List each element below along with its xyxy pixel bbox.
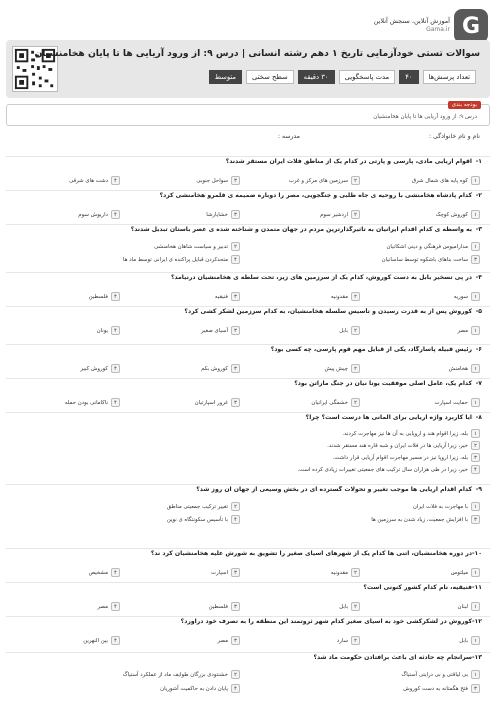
- option[interactable]: [206, 210, 240, 219]
- option-label: خشمگی ایرانیان: [311, 400, 348, 406]
- question-stem: به واسطه ی کدام اقدام ایرانیان به تاثیرگذارترین مردم در جهان متمدن و شناخته شده ی عصر باستان تبدیل شدند؟: [130, 226, 472, 233]
- option[interactable]: [78, 210, 120, 219]
- option[interactable]: [65, 398, 120, 407]
- option-number: ۲: [351, 602, 360, 611]
- option-number: ۳: [231, 602, 240, 611]
- question-stem: در دوره هخامنشیان، اتنی ها کدام یک از شهرهای آسیای صغیر را تشویق به شورش علیه هخامنشیان کرد ند؟: [150, 550, 472, 557]
- option[interactable]: [371, 515, 480, 524]
- option-number: ۳: [231, 326, 240, 335]
- option-number: ۱: [471, 176, 480, 185]
- option-label: دشت های شرقی: [69, 178, 108, 184]
- option-label: بابل: [339, 604, 348, 610]
- question-12: [6, 616, 490, 648]
- option[interactable]: [434, 398, 480, 407]
- option-number: ۱: [471, 429, 480, 438]
- option[interactable]: [217, 636, 240, 645]
- option-number: ۲: [231, 502, 240, 511]
- question-number: ۱-: [475, 158, 482, 165]
- option[interactable]: [201, 326, 240, 335]
- option-number: ۴: [111, 326, 120, 335]
- option-number: ۳: [231, 364, 240, 373]
- meta-count-value: ۴۰: [399, 70, 418, 84]
- question-number: ۱۲-: [472, 618, 482, 625]
- option-label: میلتوس: [450, 570, 468, 576]
- option-label: اسپارت: [211, 570, 228, 576]
- option-label: ساخت بناهای باشکوه توسط ساسانیان: [381, 257, 468, 263]
- question-stem: آیا کاربرد واژه آریایی برای آلمانی ها درست است؟ چرا؟: [305, 414, 472, 421]
- option-label: سرزمین های مرکز و غرب: [288, 178, 348, 184]
- question-text: [6, 486, 482, 498]
- question-stem: در پی تسخیر بابل به دست کوروش، کدام یک از سرزمین های زیر، تحت سلطه ی هخامنشیان درنیامد؟: [170, 274, 472, 281]
- brand-text: [374, 17, 450, 35]
- option-label: خشایارشا: [206, 212, 228, 218]
- option-label: بی لیاقتی و بی درایتی آستیاگ: [401, 672, 468, 678]
- option[interactable]: [89, 568, 120, 577]
- option-number: ۳: [231, 398, 240, 407]
- option[interactable]: [97, 602, 120, 611]
- option-number: ۱: [471, 242, 480, 251]
- question-number: ۳-: [475, 226, 482, 233]
- option-label: پایان دادن به حاکمیت آشوریان: [160, 686, 228, 692]
- question-text: [6, 192, 482, 204]
- question-4: [6, 272, 490, 304]
- question-number: ۶-: [475, 346, 482, 353]
- option-number: ۴: [111, 176, 120, 185]
- option[interactable]: [320, 210, 360, 219]
- option-label: تغییر ترکیب جمعیتی مناطق: [166, 504, 228, 510]
- option-number: ۳: [471, 255, 480, 264]
- option-number: ۱: [471, 364, 480, 373]
- student-name-label: نام و نام خانوادگی :: [428, 133, 480, 140]
- option-label: اردشیر سوم: [320, 212, 348, 218]
- option-label: هخامنش: [448, 366, 468, 372]
- option-label: لبنان: [457, 604, 468, 610]
- option-label: مدارامیوس فرهنگی و دینی اشکانیان: [386, 244, 468, 250]
- option-number: ۴: [231, 255, 240, 264]
- option-label: آسیای صغیر: [201, 328, 228, 334]
- option[interactable]: [449, 364, 480, 373]
- option-number: ۳: [231, 176, 240, 185]
- option-label: کوروش کوچک: [435, 212, 468, 218]
- option[interactable]: [69, 176, 120, 185]
- question-number: ۴-: [475, 274, 482, 281]
- option-number: ۳: [471, 515, 480, 524]
- option-label: فلسطین: [208, 604, 228, 610]
- option-number: ۲: [471, 441, 480, 450]
- meta-difficulty-label: سطح سختی: [246, 70, 294, 84]
- option-label: کوروش بکم: [201, 366, 228, 372]
- option[interactable]: [337, 636, 360, 645]
- option[interactable]: [454, 292, 480, 301]
- option[interactable]: [331, 568, 360, 577]
- option-label: مصر: [457, 328, 468, 334]
- lesson-box: [6, 104, 490, 126]
- option[interactable]: [436, 210, 480, 219]
- option-number: ۲: [351, 636, 360, 645]
- option[interactable]: [331, 292, 360, 301]
- option[interactable]: [195, 398, 240, 407]
- question-stem: سرانجام چه حادثه ای باعث برافتادن حکومت ماد شد؟: [313, 654, 472, 661]
- option[interactable]: [458, 602, 481, 611]
- option-number: ۳: [231, 636, 240, 645]
- option-label: خیر، زیرا در طی هزاران سال ترکیب های جمعیتی تغییرات زیادی کرده است.: [297, 467, 468, 473]
- option-label: حمایت اسپارت: [434, 400, 468, 406]
- question-list: [6, 150, 490, 702]
- option[interactable]: [412, 176, 480, 185]
- question-text: [6, 158, 482, 170]
- option-label: سارد: [336, 638, 348, 644]
- lesson-text: درس ۹: از ورود آریایی ها تا پایان هخامنشیان: [373, 114, 477, 120]
- exam-title: سوالات تستی خودآزمایی تاریخ ۱ دهم رشته انسانی | درس ۹: از ورود آریایی ها تا پایان هخامنشیان: [34, 48, 480, 59]
- question-text: [6, 550, 482, 562]
- option[interactable]: [311, 398, 360, 407]
- question-7: [6, 378, 490, 410]
- option-label: مشخیص: [88, 570, 108, 576]
- option-label: تدبیر و سیاست شاهان هخامنشی: [154, 244, 228, 250]
- question-number: ۱۱-: [472, 584, 482, 591]
- option-number: ۲: [351, 292, 360, 301]
- option-label: خیر، زیرا آریایی ها در فلات ایران و شبه قاره هند مستقر شدند.: [327, 443, 468, 449]
- option[interactable]: [211, 568, 240, 577]
- option[interactable]: [201, 364, 240, 373]
- option-label: بله، زیرا اروپا نیز در مسیر مهاجرت اقوام آریایی قرار داشت.: [332, 455, 468, 461]
- option-number: ۱: [471, 398, 480, 407]
- option-label: چیش پیش: [324, 366, 348, 372]
- option-label: با افزایش جمعیت، زیاد شدن به سرزمین ها: [371, 517, 468, 523]
- question-8: [6, 412, 490, 478]
- meta-duration-value: ۳۰ دقیقه: [298, 70, 335, 84]
- option-label: بله، زیرا اقوام هند و اروپایی به آن ها نیز مهاجرت کردند.: [342, 431, 468, 437]
- option-number: ۴: [231, 684, 240, 693]
- option-label: کوه پایه های شمال شرق: [411, 178, 468, 184]
- option[interactable]: [97, 326, 120, 335]
- question-text: [6, 584, 482, 596]
- lesson-tag: بودجه بندی: [448, 101, 481, 109]
- option-label: فتح هگمتانه به دست کوروش: [403, 686, 468, 692]
- option-label: بابل: [459, 638, 468, 644]
- question-text: [6, 380, 482, 392]
- option-number: ۲: [351, 326, 360, 335]
- option[interactable]: [123, 255, 240, 264]
- option-label: متحدکردن قبایل پراکنده ی ایرانی توسط ماد ها: [123, 257, 228, 263]
- question-9: [6, 484, 490, 528]
- option-label: داریوش سوم: [78, 212, 108, 218]
- question-stem: فنیقیه، نام کدام کشور کنونی است؟: [363, 584, 472, 591]
- question-stem: کدام یک، عامل اصلی موفقیت یونا نیان در جنگ ماراتن بود؟: [294, 380, 472, 387]
- option-label: با مهاجرت به فلات ایران: [412, 504, 468, 510]
- option[interactable]: [324, 364, 360, 373]
- option-label: مقدونیه: [330, 294, 348, 300]
- option[interactable]: [215, 292, 240, 301]
- exam-header: [6, 40, 490, 98]
- option-number: ۴: [111, 364, 120, 373]
- option[interactable]: [342, 429, 480, 438]
- question-10: [6, 548, 490, 580]
- option-number: ۴: [111, 210, 120, 219]
- option[interactable]: [459, 636, 480, 645]
- question-stem: کوروش پس از به قدرت رسیدن و تأسیس سلسله هخامنشیان، به کدام سرزمین لشکر کشی کرد؟: [184, 308, 472, 315]
- exam-meta: [209, 70, 476, 84]
- question-stem: رئیس قبیله پاسارگاد، یکی از قبایل مهم قوم پارسی، چه کسی بود؟: [270, 346, 472, 353]
- question-text: [6, 274, 482, 286]
- option-number: ۴: [111, 398, 120, 407]
- option-number: ۴: [111, 602, 120, 611]
- option-number: ۲: [351, 568, 360, 577]
- question-2: [6, 190, 490, 222]
- option-label: سواحل جنوبی: [196, 178, 228, 184]
- option[interactable]: [327, 441, 480, 450]
- question-number: ۱۰-: [472, 550, 482, 557]
- option[interactable]: [89, 292, 120, 301]
- option-label: مقدونیه: [330, 570, 348, 576]
- option-number: ۴: [111, 292, 120, 301]
- option-label: کوروش کبیر: [80, 366, 108, 372]
- option[interactable]: [123, 670, 240, 679]
- question-6: [6, 344, 490, 376]
- option[interactable]: [413, 502, 480, 511]
- option[interactable]: [403, 684, 480, 693]
- meta-count-label: تعداد پرسش‌ها: [423, 70, 476, 84]
- question-5: [6, 306, 490, 338]
- school-label: مدرسه :: [277, 133, 300, 140]
- question-stem: کدام اقدام آریایی ها موجب تغییر و تحولات گسترده ای در بخش وسیعی از جهان آن روز شد؟: [196, 486, 472, 493]
- option[interactable]: [80, 364, 120, 373]
- question-text: [6, 346, 482, 358]
- option-number: ۳: [231, 210, 240, 219]
- option-number: ۲: [351, 398, 360, 407]
- option-number: ۴: [111, 568, 120, 577]
- option-label: مصر: [217, 638, 228, 644]
- option-label: بین النهرین: [83, 638, 108, 644]
- option-label: خشنتودی بزرگان طوایف ماد از عملکرد آستیاگ: [122, 672, 228, 678]
- student-info: [6, 132, 490, 144]
- option[interactable]: [209, 602, 240, 611]
- option[interactable]: [401, 670, 480, 679]
- question-number: ۲-: [475, 192, 482, 199]
- option[interactable]: [83, 636, 120, 645]
- option-number: ۳: [471, 684, 480, 693]
- option-label: فنیقیه: [214, 294, 228, 300]
- option[interactable]: [333, 453, 480, 462]
- option-number: ۴: [471, 465, 480, 474]
- option[interactable]: [382, 255, 480, 264]
- question-stem: کوروش در لشکرکشی خود به آسیای صغیر کدام شهر ثروتمند این منطقه را به تصرف خود درآورد؟: [180, 618, 472, 625]
- option[interactable]: [196, 176, 240, 185]
- gama-logo-icon: G: [454, 9, 488, 43]
- question-text: [6, 414, 482, 426]
- option-number: ۴: [231, 515, 240, 524]
- brand-tagline: آموزش آنلاین، سنجش آنلاین: [373, 16, 450, 25]
- question-number: ۸-: [475, 414, 482, 421]
- option-number: ۲: [351, 210, 360, 219]
- question-number: ۵-: [475, 308, 482, 315]
- question-1: [6, 156, 490, 188]
- option-number: ۱: [471, 326, 480, 335]
- question-number: ۹-: [475, 486, 482, 493]
- option-number: ۱: [471, 670, 480, 679]
- question-text: [6, 618, 482, 630]
- question-text: [6, 654, 482, 666]
- option-number: ۲: [231, 242, 240, 251]
- question-3: [6, 224, 490, 268]
- option-label: بابل: [339, 328, 348, 334]
- question-stem: کدام پادشاه هخامنشی با روحیه ی جاه طلبی و جنگجویی، مصر را دوباره ضمیمه ی قلمرو هخامنشی کرد؟: [159, 192, 472, 199]
- brand-domain[interactable]: Gama.ir: [426, 26, 450, 34]
- question-number: ۱۳-: [472, 654, 482, 661]
- option-label: یونان: [96, 328, 108, 334]
- option-number: ۱: [471, 292, 480, 301]
- option[interactable]: [339, 326, 360, 335]
- option-label: فلسطین: [88, 294, 108, 300]
- option[interactable]: [457, 326, 480, 335]
- option-label: غرور اسپارتیان: [194, 400, 228, 406]
- option-label: مصر: [97, 604, 108, 610]
- option[interactable]: [451, 568, 480, 577]
- option-number: ۱: [471, 636, 480, 645]
- question-stem: اقوام آریایی مادی، پارسی و پارتی در کدام یک از مناطق فلات ایران مستقر شدند؟: [225, 158, 472, 165]
- question-number: ۷-: [475, 380, 482, 387]
- meta-duration-label: مدت پاسخگویی: [339, 70, 396, 84]
- option-label: با تأسیس سکونتگاه ی نوین: [166, 517, 228, 523]
- question-13: [6, 652, 490, 700]
- option[interactable]: [386, 242, 480, 251]
- option[interactable]: [154, 242, 240, 251]
- option[interactable]: [167, 502, 240, 511]
- option-number: ۳: [231, 568, 240, 577]
- option-number: ۳: [231, 292, 240, 301]
- option[interactable]: [289, 176, 360, 185]
- option-label: سوریه: [453, 294, 468, 300]
- question-text: [6, 308, 482, 320]
- option-label: ناکامانی بودن حمله: [64, 400, 108, 406]
- option-number: ۲: [351, 176, 360, 185]
- question-text: [6, 226, 482, 238]
- option[interactable]: [297, 465, 480, 474]
- option-number: ۲: [351, 364, 360, 373]
- meta-difficulty-value: متوسط: [209, 70, 242, 84]
- option-number: ۳: [471, 453, 480, 462]
- option[interactable]: [160, 684, 240, 693]
- option-number: ۲: [231, 670, 240, 679]
- question-11: [6, 582, 490, 614]
- option[interactable]: [167, 515, 240, 524]
- option-number: ۱: [471, 568, 480, 577]
- option-number: ۱: [471, 210, 480, 219]
- option-number: ۴: [111, 636, 120, 645]
- option[interactable]: [339, 602, 360, 611]
- option-number: ۱: [471, 502, 480, 511]
- option-number: ۱: [471, 602, 480, 611]
